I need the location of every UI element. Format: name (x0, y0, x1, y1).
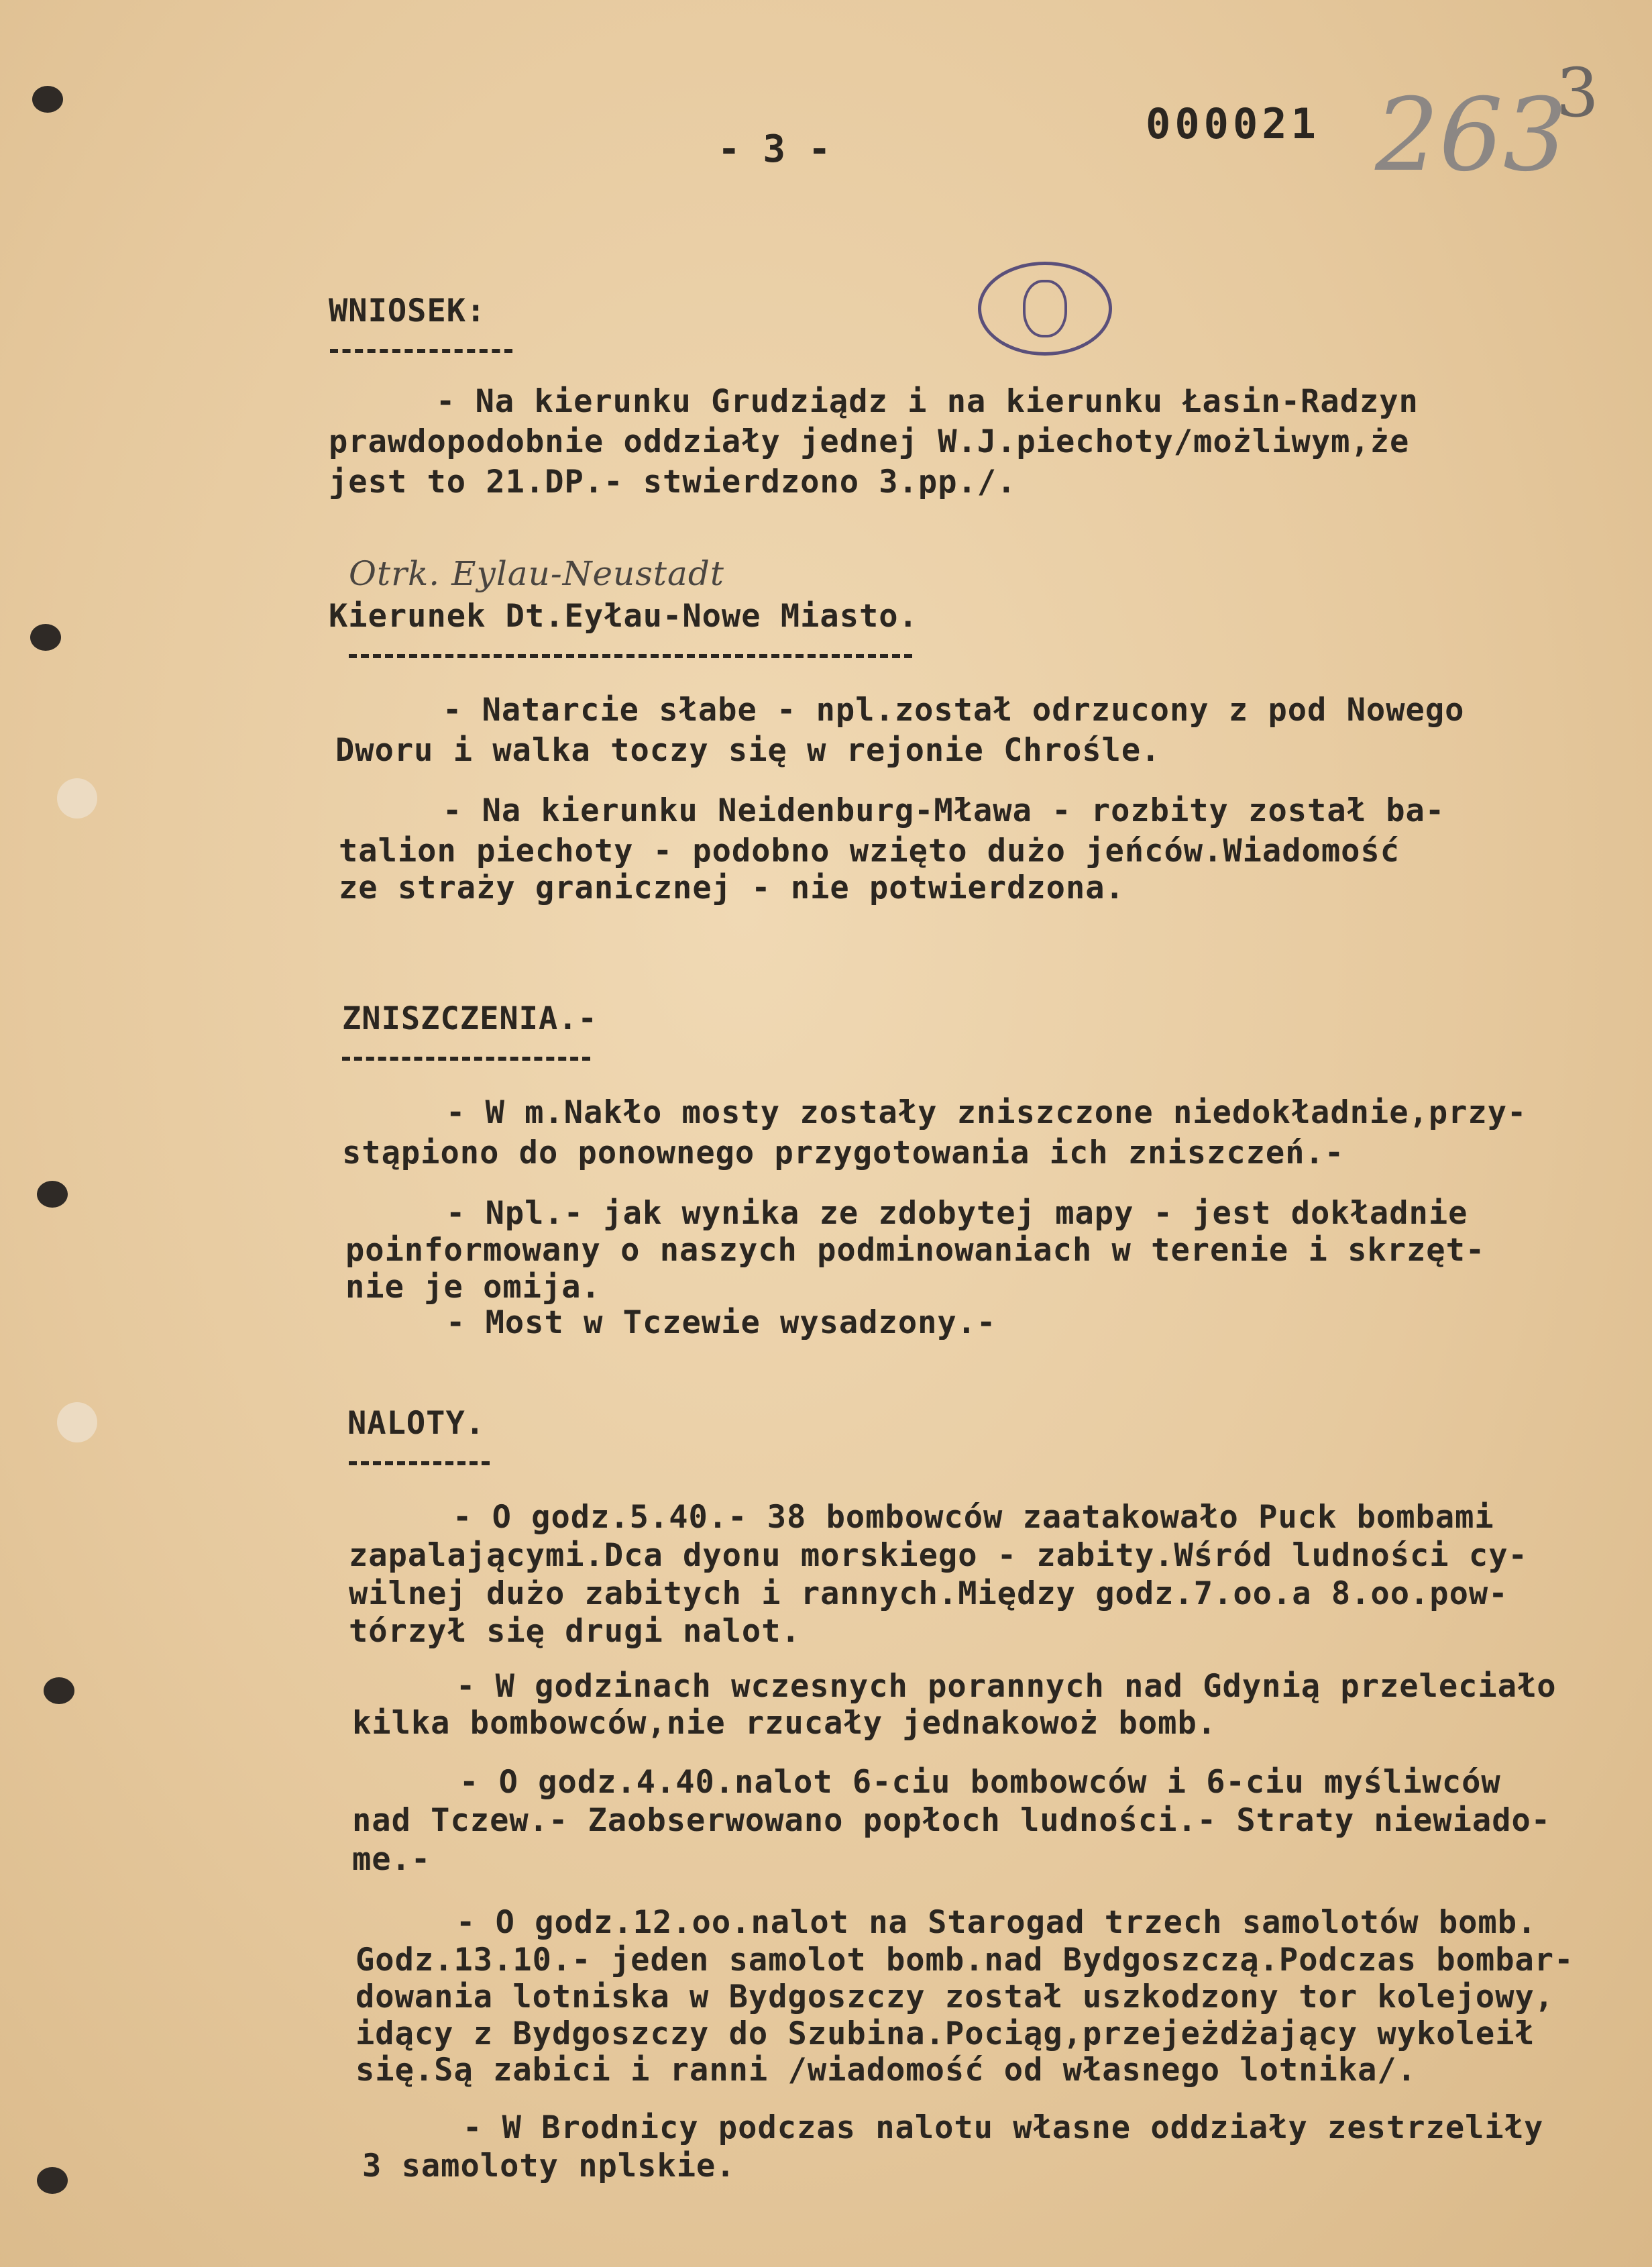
text-line: 3 samoloty nplskie. (362, 2148, 736, 2184)
text-line: się.Są zabici i ranni /wiadomość od własnego lotnika/. (355, 2052, 1417, 2089)
text-line: Godz.13.10.- jeden samolot bomb.nad Bydgoszczą.Podczas bombar- (355, 1942, 1574, 1979)
text-line: tórzył się drugi nalot. (349, 1613, 801, 1650)
page-number: - 3 - (718, 127, 831, 171)
text-line: Dworu i walka toczy się w rejonie Chrośle. (335, 732, 1161, 769)
text-line: - O godz.4.40.nalot 6-ciu bombowców i 6-ciu myśliwców (459, 1764, 1501, 1801)
text-line: zapalającymi.Dca dyonu morskiego - zabity.Wśród ludności cy- (349, 1537, 1528, 1574)
text-line: - Most w Tczewie wysadzony.- (446, 1304, 997, 1341)
ink-blot (44, 1677, 74, 1704)
text-line: jest to 21.DP.- stwierdzono 3.pp./. (329, 464, 1017, 500)
archive-sheet: 3 (1556, 54, 1599, 132)
text-line: kilka bombowców,nie rzucały jednakowoż bomb. (352, 1705, 1217, 1742)
ink-blot (30, 624, 61, 651)
ink-blot (37, 2167, 68, 2194)
text-line: stąpiono do ponownego przygotowania ich zniszczeń.- (342, 1135, 1345, 1171)
text-line: talion piechoty - podobno wzięto dużo jeńców.Wiadomość (339, 833, 1400, 869)
text-line: ze straży granicznej - nie potwierdzona. (339, 869, 1125, 906)
text-line: wilnej dużo zabitych i rannych.Między godz.7.oo.a 8.oo.pow- (349, 1575, 1508, 1612)
text-line: - W m.Nakło mosty zostały zniszczone niedokładnie,przy- (446, 1094, 1527, 1131)
text-line: nad Tczew.- Zaobserwowano popłoch ludności.- Straty niewiado- (352, 1802, 1551, 1839)
document-number: 000021 (1146, 99, 1320, 148)
text-line: - Na kierunku Grudziądz i na kierunku Łasin-Radzyn (436, 383, 1419, 420)
ink-blot (37, 1181, 68, 1208)
heading-underline (330, 349, 512, 353)
text-line: - Na kierunku Neidenburg-Mława - rozbity został ba- (443, 792, 1445, 829)
heading-underline (342, 1057, 590, 1061)
heading-kierunek: Kierunek Dt.Eyłau-Nowe Miasto. (329, 598, 918, 635)
text-line: dowania lotniska w Bydgoszczy został uszkodzony tor kolejowy, (355, 1979, 1555, 2015)
text-line: - Npl.- jak wynika ze zdobytej mapy - jest dokładnie (446, 1195, 1468, 1232)
text-line: nie je omija. (345, 1269, 601, 1306)
text-line: - Natarcie słabe - npl.został odrzucony z pod Nowego (443, 692, 1465, 729)
handwritten-note: Otrk. Eylau-Neustadt (349, 554, 724, 593)
text-line: - O godz.12.oo.nalot na Starogad trzech samolotów bomb. (456, 1904, 1537, 1941)
text-line: - O godz.5.40.- 38 bombowców zaatakowało Puck bombami (453, 1499, 1494, 1536)
heading-zniszczenia: ZNISZCZENIA.- (342, 1000, 598, 1037)
heading-wniosek: WNIOSEK: (329, 293, 486, 329)
heading-naloty: NALOTY. (347, 1405, 486, 1442)
text-line: me.- (352, 1841, 431, 1878)
punch-hole (57, 778, 97, 819)
archive-number: 263 (1375, 77, 1567, 194)
stamp-emblem (1023, 280, 1067, 337)
heading-underline (349, 1461, 490, 1465)
archive-stamp (978, 262, 1112, 356)
text-line: prawdopodobnie oddziały jednej W.J.piechoty/możliwym,że (329, 423, 1410, 460)
heading-underline (349, 654, 912, 658)
text-line: - W Brodnicy podczas nalotu własne oddziały zestrzeliły (463, 2109, 1544, 2146)
text-line: - W godzinach wczesnych porannych nad Gdynią przeleciało (456, 1668, 1557, 1705)
punch-hole (57, 1402, 97, 1442)
text-line: idący z Bydgoszczy do Szubina.Pociąg,przejeżdżający wykoleił (355, 2015, 1535, 2052)
ink-blot (32, 86, 63, 113)
text-line: poinformowany o naszych podminowaniach w terenie i skrzęt- (345, 1232, 1486, 1269)
